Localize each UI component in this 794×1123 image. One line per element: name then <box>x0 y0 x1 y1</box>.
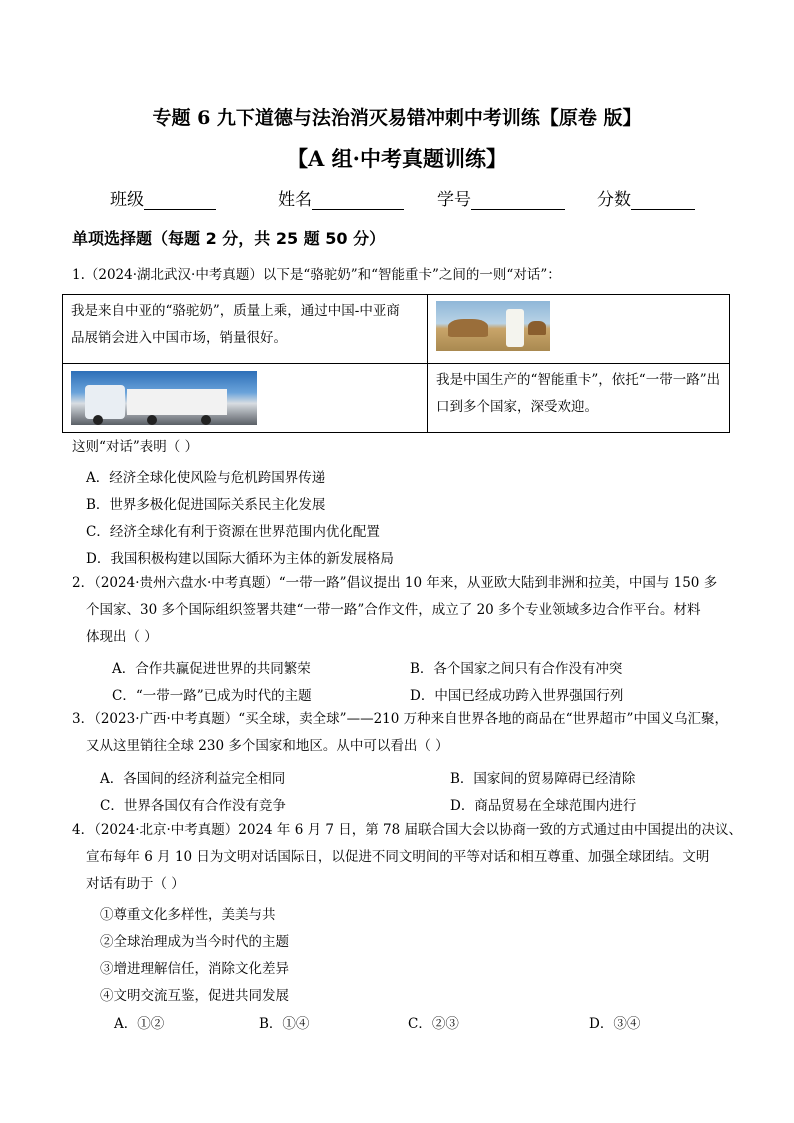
name-blank[interactable] <box>312 191 404 210</box>
q4-item-3: ③增进理解信任，消除文化差异 <box>100 961 289 977</box>
truck-trailer-shape <box>127 389 227 415</box>
table-row <box>63 364 730 433</box>
q4-option-c[interactable]: C．②③ <box>408 1016 459 1032</box>
q2-stem-line-3: 体现出（ ） <box>86 629 158 645</box>
name-field <box>278 185 404 210</box>
dialogue-table <box>62 294 730 433</box>
camel-shape <box>528 321 546 335</box>
q3-stem-line-1: 3．（2023·广西·中考真题）“买全球，卖全球”——210 万种来自世界各地的商品在“世界超市”中国义乌汇聚， <box>72 711 728 727</box>
q3-stem-line-2: 又从这里销往全球 230 多个国家和地区。从中可以看出（ ） <box>86 738 449 754</box>
score-blank[interactable] <box>631 191 695 210</box>
truck-cab-shape <box>85 385 125 419</box>
q4-item-4: ④文明交流互鉴，促进共同发展 <box>100 988 289 1004</box>
class-blank[interactable] <box>144 191 216 210</box>
student-id-field <box>437 185 565 210</box>
camel-milk-line-1: 我是来自中亚的“骆驼奶”，质量上乘，通过中国-中亚商 <box>71 303 400 319</box>
q3-option-a[interactable]: A．各国间的经济利益完全相同 <box>100 771 286 787</box>
q2-stem-line-1: 2．（2024·贵州六盘水·中考真题）“一带一路”倡议提出 10 年来，从亚欧大陆到非洲和拉美，中国与 150 多 <box>72 575 718 591</box>
q3-option-d[interactable]: D．商品贸易在全球范围内进行 <box>450 798 637 814</box>
section-heading: 单项选择题（每题 2 分，共 25 题 50 分） <box>72 229 386 248</box>
camel-milk-text-cell <box>63 295 428 364</box>
q4-option-b[interactable]: B．①④ <box>259 1016 310 1032</box>
document-title: 专题 6 九下道德与法治消灭易错冲刺中考训练【原卷 版】 <box>152 107 642 129</box>
q1-option-b[interactable]: B．世界多极化促进国际关系民主化发展 <box>86 497 326 513</box>
camel-milk-image <box>436 301 550 351</box>
wheel-shape <box>147 415 157 425</box>
q3-option-c[interactable]: C．世界各国仅有合作没有竞争 <box>100 798 286 814</box>
q2-option-d[interactable]: D．中国已经成功跨入世界强国行列 <box>410 688 624 704</box>
smart-truck-line-2: 口到多个国家，深受欢迎。 <box>436 399 598 415</box>
class-field <box>110 185 216 210</box>
q1-stem: 1.（2024·湖北武汉·中考真题）以下是“骆驼奶”和“智能重卡”之间的一则“对话”： <box>72 267 561 283</box>
class-label: 班级 <box>110 190 144 210</box>
smart-truck-text-cell <box>428 364 730 433</box>
q4-stem-line-2: 宣布每年 6 月 10 日为文明对话国际日，以促进不同文明间的平等对话和相互尊重、加强全球团结。文明 <box>86 849 710 865</box>
name-label: 姓名 <box>278 190 312 210</box>
q4-option-a[interactable]: A．①② <box>114 1016 165 1032</box>
q4-option-d[interactable]: D．③④ <box>589 1016 641 1032</box>
wheel-shape <box>93 415 103 425</box>
q4-stem-line-3: 对话有助于（ ） <box>86 876 185 892</box>
student-id-label: 学号 <box>437 190 471 210</box>
q2-option-b[interactable]: B．各个国家之间只有合作没有冲突 <box>410 661 623 677</box>
q1-option-d[interactable]: D．我国积极构建以国际大循环为主体的新发展格局 <box>86 551 394 567</box>
table-row <box>63 295 730 364</box>
smart-truck-image <box>71 371 257 425</box>
q2-option-c[interactable]: C．“一带一路”已成为时代的主题 <box>112 688 312 704</box>
q1-option-c[interactable]: C．经济全球化有利于资源在世界范围内优化配置 <box>86 524 380 540</box>
q4-item-1: ①尊重文化多样性，美美与共 <box>100 907 276 923</box>
q1-option-a[interactable]: A．经济全球化使风险与危机跨国界传递 <box>86 470 326 486</box>
q3-option-b[interactable]: B．国家间的贸易障碍已经清除 <box>450 771 636 787</box>
wheel-shape <box>201 415 211 425</box>
q1-ask: 这则“对话”表明（ ） <box>72 439 199 455</box>
score-field <box>597 185 695 210</box>
q4-item-2: ②全球治理成为当今时代的主题 <box>100 934 289 950</box>
document-subtitle: 【A 组·中考真题训练】 <box>287 146 507 171</box>
truck-image-cell <box>63 364 428 433</box>
q2-stem-line-2: 个国家、30 多个国际组织签署共建“一带一路”合作文件，成立了 20 多个专业领域多边合作平台。材料 <box>86 602 701 618</box>
student-id-blank[interactable] <box>471 191 565 210</box>
smart-truck-line-1: 我是中国生产的“智能重卡”，依托“一带一路”出 <box>436 372 721 388</box>
camel-shape <box>448 319 488 337</box>
q4-stem-line-1: 4．（2024·北京·中考真题）2024 年 6 月 7 日，第 78 届联合国大会以协商一致的方式通过由中国提出的决议、 <box>72 822 743 838</box>
camel-milk-image-cell <box>428 295 730 364</box>
q2-option-a[interactable]: A．合作共赢促进世界的共同繁荣 <box>112 661 311 677</box>
score-label: 分数 <box>597 190 631 210</box>
milk-glass-shape <box>506 309 524 347</box>
camel-milk-line-2: 品展销会进入中国市场，销量很好。 <box>71 330 287 346</box>
